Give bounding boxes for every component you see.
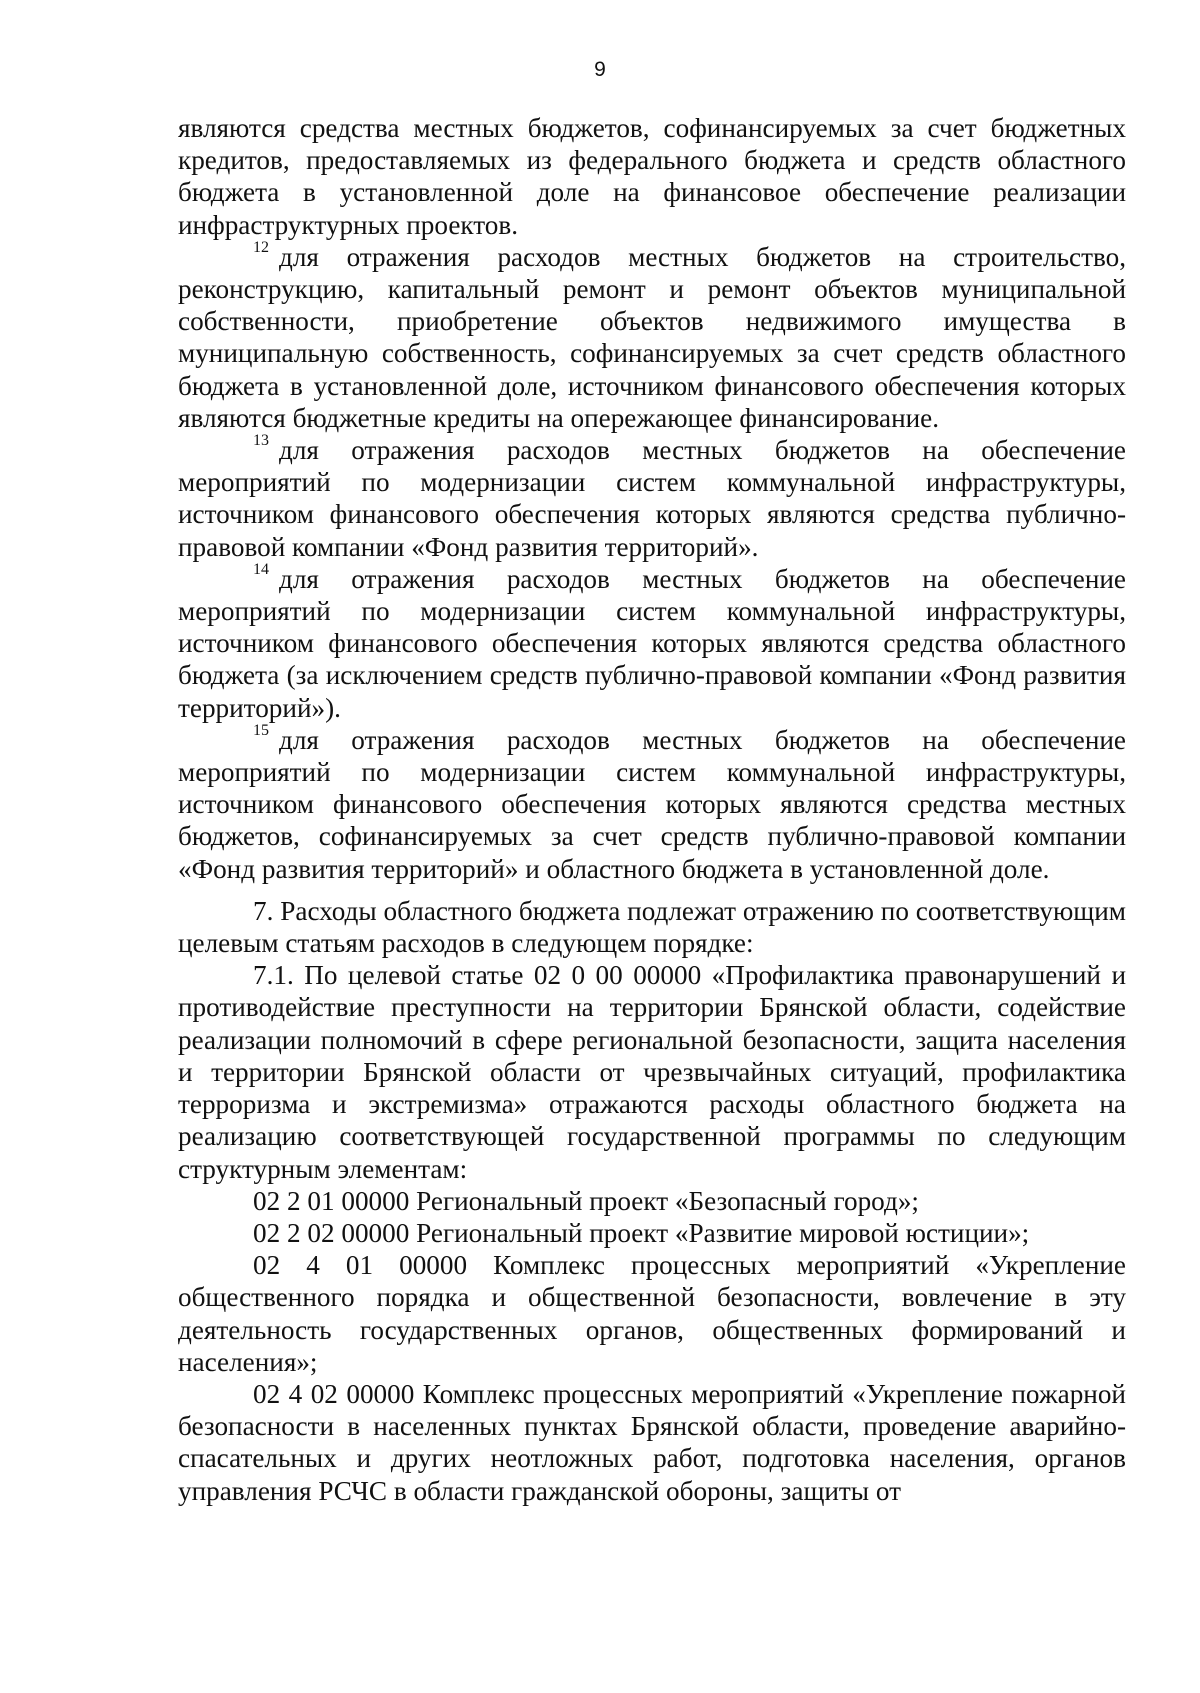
structural-element-item: 02 2 02 00000 Региональный проект «Развитие мировой юстиции»; bbox=[253, 1217, 1030, 1248]
footnote-marker-13: 13 bbox=[253, 432, 269, 450]
footnote-marker-12: 12 bbox=[253, 238, 269, 256]
footnote-12 bbox=[178, 238, 1126, 434]
footnote-marker-14: 14 bbox=[253, 560, 269, 578]
page-number: 9 bbox=[594, 58, 606, 81]
structural-element-item: 02 4 01 00000 Комплекс процессных мероприятий «Укрепление общественного порядка и общественной безопасности, вовлечение в эту деятельность государственных органов, общественных формирований и населения»; bbox=[178, 1250, 1126, 1377]
structural-element-item: 02 4 02 00000 Комплекс процессных мероприятий «Укрепление пожарной безопасности в населенных пунктах Брянской области, проведение аварийно-спасательных и других неотложных работ, подготовка населения, органов управления РСЧС в области гражданской обороны, защиты от bbox=[178, 1378, 1126, 1506]
footnote-13-text: для отражения расходов местных бюджетов на обеспечение мероприятий по модернизации систем коммунальной инфраструктуры, источником финансового обеспечения которых являются средства публично-правовой компании «Фонд развития территорий». bbox=[178, 435, 1126, 562]
document-body bbox=[178, 112, 1126, 1507]
footnote-12-text: для отражения расходов местных бюджетов на строительство, реконструкцию, капитальный ремонт и ремонт объектов муниципальной собственности, приобретение объектов недвижимого имущества в муниципальную собственность, софинансируемых за счет средств областного бюджета в установленной доле, источником финансового обеспечения которых являются бюджетные кредиты на опережающее финансирование. bbox=[178, 241, 1126, 433]
footnote-marker-15: 15 bbox=[253, 721, 269, 739]
footnote-15-text: для отражения расходов местных бюджетов на обеспечение мероприятий по модернизации систем коммунальной инфраструктуры, источником финансового обеспечения которых являются средства местных бюджетов, софинансируемых за счет средств публично-правовой компании «Фонд развития территорий» и областного бюджета в установленной доле. bbox=[178, 724, 1126, 884]
footnote-13 bbox=[178, 434, 1126, 563]
section-7-1-paragraph: 7.1. По целевой статье 02 0 00 00000 «Профилактика правонарушений и противодействие преступности на территории Брянской области, содействие реализации полномочий в сфере региональной безопасности, защита населения и территории Брянской области от чрезвычайных ситуаций, профилактика терроризма и экстремизма» отражаются расходы областного бюджета на реализацию соответствующей государственной программы по следующим структурным элементам: bbox=[178, 960, 1126, 1184]
section-7-paragraph: 7. Расходы областного бюджета подлежат отражению по соответствующим целевым статьям расходов в следующем порядке: bbox=[178, 895, 1126, 959]
structural-element-item: 02 2 01 00000 Региональный проект «Безопасный город»; bbox=[253, 1185, 919, 1216]
paragraph-continuation: являются средства местных бюджетов, софинансируемых за счет бюджетных кредитов, предоставляемых из федерального бюджета и средств областного бюджета в установленной доле на финансовое обеспечение реализации инфраструктурных проектов. bbox=[178, 113, 1126, 240]
footnote-14-text: для отражения расходов местных бюджетов на обеспечение мероприятий по модернизации систем коммунальной инфраструктуры, источником финансового обеспечения которых являются средства областного бюджета (за исключением средств публично-правовой компании «Фонд развития территорий»). bbox=[178, 563, 1126, 723]
footnote-15 bbox=[178, 721, 1126, 885]
footnote-14 bbox=[178, 560, 1126, 724]
